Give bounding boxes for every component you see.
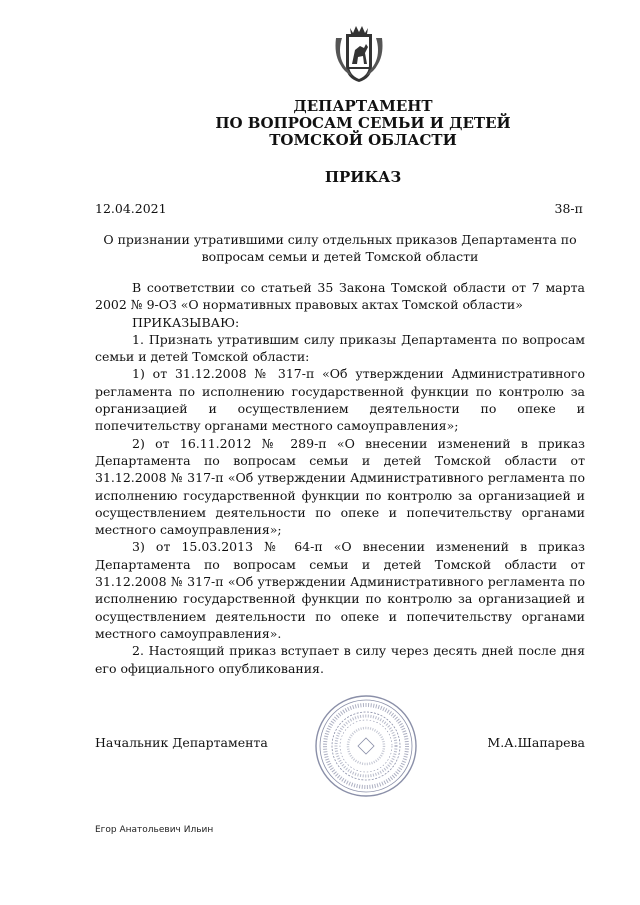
official-stamp-icon <box>314 694 418 798</box>
order-body <box>95 279 585 677</box>
order-date: 12.04.2021 <box>95 201 167 216</box>
item-1: 1. Признать утратившим силу приказы Департамента по вопросам семьи и детей Томской области: <box>95 331 585 365</box>
sub-item-2: 2) от 16.11.2012 № 289-п «О внесении изменений в приказ Департамента по вопросам семьи и детей Томской области от 31.12.2008 № 317-п «Об утверждении Административного регламента по исполнению государственной функции по контролю за организацией и осуществлением деятельности по опеке и попечительству органами местного самоуправления»; <box>95 435 585 538</box>
department-title <box>0 98 640 149</box>
preamble-paragraph: В соответствии со статьей 35 Закона Томской области от 7 марта 2002 № 9-ОЗ «О нормативных правовых актах Томской области» <box>95 280 585 313</box>
sub-item-3: 3) от 15.03.2013 № 64-п «О внесении изменений в приказ Департамента по вопросам семьи и детей Томской области от 31.12.2008 № 317-п «Об утверждении Административного регламента по исполнению государственной функции по контролю за организацией и осуществлением деятельности по опеке и попечительству органами местного самоуправления». <box>95 539 585 641</box>
order-word: ПРИКАЗЫВАЮ: <box>132 314 240 330</box>
document-type <box>0 168 640 186</box>
tomsk-coat-of-arms-icon <box>330 20 388 86</box>
signatory-name: М.А.Шапарева <box>487 735 585 750</box>
order-number: 38-п <box>554 201 583 216</box>
signatory-position: Начальник Департамента <box>95 735 268 750</box>
item-2: 2. Настоящий приказ вступает в силу через десять дней после дня его официального опубликования. <box>95 643 585 676</box>
department-line-3: ТОМСКОЙ ОБЛАСТИ <box>269 131 457 149</box>
order-subject: О признании утратившими силу отдельных приказов Департамента по вопросам семьи и детей Томской области <box>103 232 577 264</box>
document-type-label: ПРИКАЗ <box>324 168 402 186</box>
sub-item-1: 1) от 31.12.2008 № 317-п «Об утверждении Административного регламента по исполнению государственной функции по контролю за организацией и осуществлением деятельности по опеке и попечительству органами местного самоуправления»; <box>95 366 585 434</box>
department-line-2: ПО ВОПРОСАМ СЕМЬИ И ДЕТЕЙ <box>215 114 511 132</box>
department-line-1: ДЕПАРТАМЕНТ <box>293 97 433 115</box>
prepared-by: Егор Анатольевич Ильин <box>95 825 214 835</box>
